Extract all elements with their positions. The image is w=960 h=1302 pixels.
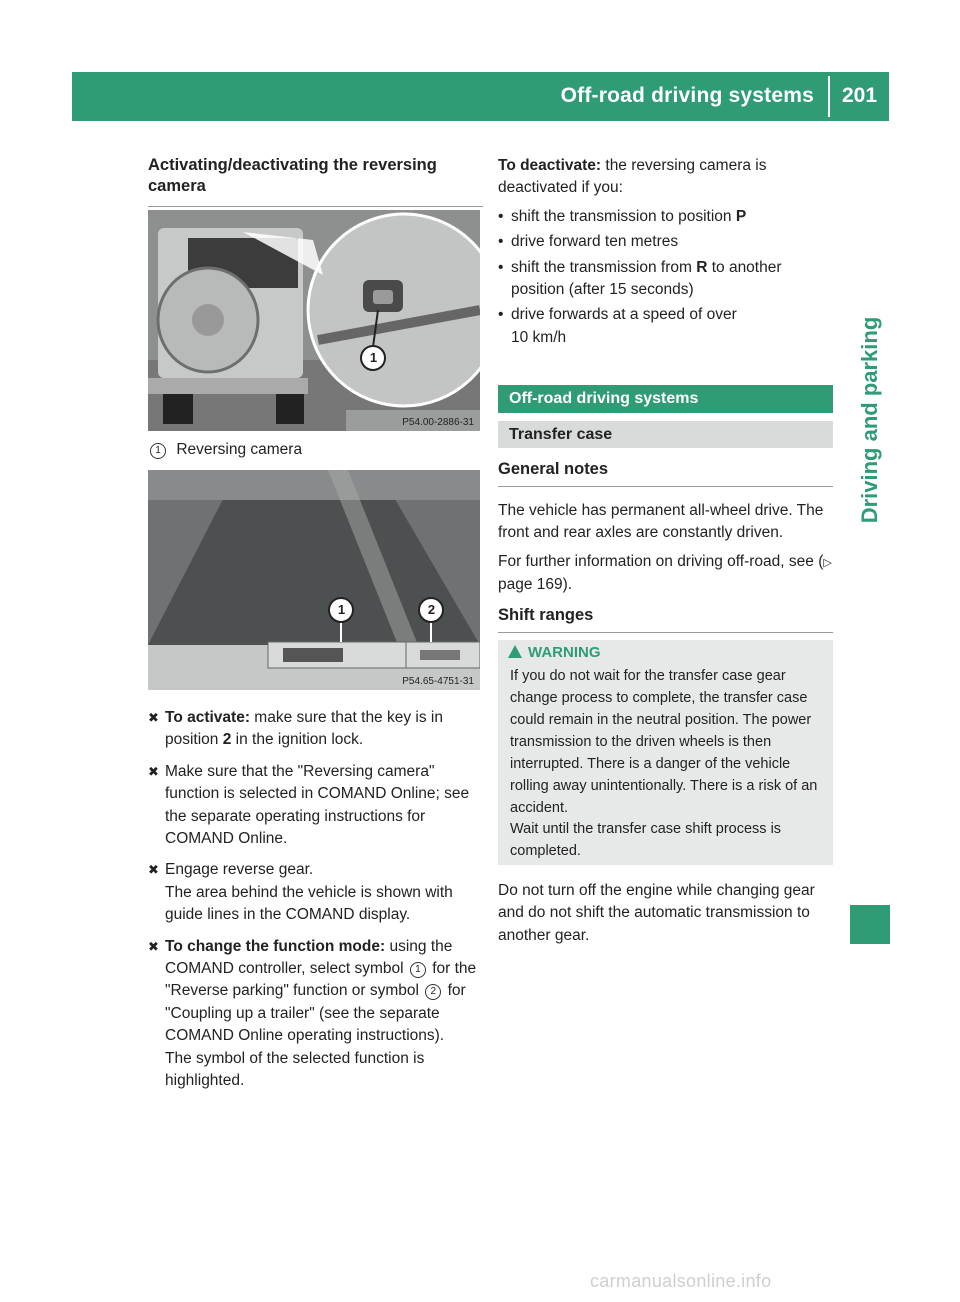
- symbol-2: 2: [425, 984, 441, 1000]
- page-title: Off-road driving systems: [560, 84, 814, 107]
- callout-number: 1: [150, 443, 166, 459]
- step-label: To change the function mode:: [165, 937, 386, 955]
- step-activate: [148, 707, 483, 752]
- warning-header: [508, 642, 601, 664]
- chapter-marker: [850, 905, 890, 944]
- figure-reversing-camera: [148, 210, 480, 431]
- figure-camera-display: [148, 470, 480, 690]
- section-band-transfer-case: Transfer case: [498, 421, 833, 448]
- heading-rule: [498, 486, 833, 487]
- general-notes-p2: [498, 551, 833, 597]
- section-heading-camera: Activating/deactivating the reversing camera: [148, 156, 437, 195]
- list-item: • shift the transmission from R to another position (after 15 seconds): [498, 258, 782, 299]
- chapter-tab-label: Driving and parking: [857, 316, 882, 524]
- step-label: To activate:: [165, 709, 250, 726]
- step-arrow-icon: ✖: [148, 862, 159, 878]
- list-item-text: shift the transmission to position: [511, 207, 736, 225]
- step-arrow-icon: ✖: [148, 763, 159, 779]
- general-notes-section: [498, 459, 833, 597]
- step-change-mode: [148, 936, 483, 1093]
- vehicle-illustration: [148, 210, 480, 431]
- figure-code: P54.65-4751-31: [402, 676, 474, 687]
- camera-display-illustration: [148, 470, 480, 690]
- list-item-text: drive forwards at a speed of over: [511, 306, 737, 324]
- callout-1: 1: [369, 350, 378, 365]
- warning-instruction: Wait until the transfer case shift process is completed.: [510, 821, 782, 859]
- gear-position: R: [696, 258, 708, 276]
- heading-rule: [498, 632, 833, 633]
- list-item: • shift the transmission to position P: [498, 207, 747, 225]
- step-text: Make sure that the "Reversing camera" function is selected in COMAND Online; see the separate operating instructions for COMAND Online.: [165, 762, 470, 848]
- heading-rule: [148, 206, 483, 207]
- shift-ranges-heading: Shift ranges: [498, 606, 594, 624]
- list-item-text: to another position (after 15 seconds): [511, 258, 782, 299]
- list-item: • drive forward ten metres: [498, 233, 679, 251]
- step-text: The area behind the vehicle is shown with guide lines in the COMAND display.: [165, 883, 453, 924]
- list-item-text: 10 km/h: [511, 328, 567, 346]
- shift-ranges-section: [498, 605, 833, 633]
- section-band-offroad: Off-road driving systems: [498, 385, 833, 413]
- chapter-tab: [850, 250, 890, 590]
- general-notes-heading: General notes: [498, 460, 609, 478]
- deactivate-list: [498, 206, 833, 349]
- step-text: in the ignition lock.: [231, 731, 364, 749]
- figure-caption: [148, 439, 483, 461]
- right-column: [498, 155, 833, 349]
- activation-steps: [148, 707, 483, 1093]
- step-arrow-icon: ✖: [148, 710, 159, 725]
- step-text: make sure that the key is in position: [165, 709, 443, 749]
- warning-triangle-icon: [508, 645, 522, 658]
- step-arrow-icon: ✖: [148, 938, 159, 954]
- deactivate-label: To deactivate:: [498, 157, 602, 174]
- deactivate-text: the reversing camera is deactivated if you:: [498, 157, 767, 197]
- page-number: 201: [842, 84, 878, 107]
- step-text: using the COMAND controller, select symbol: [165, 937, 453, 978]
- final-paragraph: Do not turn off the engine while changing gear and do not shift the automatic transmission to another gear.: [498, 882, 815, 944]
- para-text: For further information on driving off-road, see (: [498, 552, 824, 570]
- step-text: for "Coupling up a trailer" (see the separate COMAND Online operating instructions).: [165, 982, 466, 1045]
- warning-title: WARNING: [528, 644, 601, 661]
- header-divider: [828, 76, 830, 117]
- final-note: [498, 880, 833, 947]
- step-engage-reverse: [148, 859, 483, 926]
- left-column: [148, 155, 483, 207]
- gear-position: P: [735, 207, 747, 225]
- warning-text: If you do not wait for the transfer case gear change process to complete, the transfer case could remain in the neutral position. The power transmission to the driven wheels is then interrupted. There is a danger of the vehicle rolling away unintentionally. There is a risk of an accident.: [510, 668, 818, 816]
- figure-code: P54.00-2886-31: [402, 417, 474, 428]
- page-ref[interactable]: page 169).: [498, 576, 573, 594]
- watermark: carmanualsonline.info: [590, 1271, 772, 1291]
- list-item: • drive forwards at a speed of over 10 km/h: [498, 306, 737, 346]
- deactivate-intro: [498, 155, 833, 200]
- step-text: Engage reverse gear.: [165, 861, 314, 879]
- page-ref-arrow-icon: ▷: [823, 556, 832, 569]
- key-position: 2: [222, 731, 232, 749]
- callout-2: 2: [427, 602, 436, 617]
- caption-text: Reversing camera: [176, 441, 303, 458]
- step-text: for the "Reverse parking" function or symbol: [165, 960, 477, 1000]
- list-item-text: shift the transmission from: [511, 258, 697, 276]
- warning-box: [498, 640, 833, 865]
- callout-1: 1: [337, 602, 346, 617]
- symbol-1: 1: [410, 962, 426, 978]
- list-item-text: drive forward ten metres: [511, 233, 679, 251]
- step-select-function: [148, 761, 483, 851]
- general-notes-p1: The vehicle has permanent all-wheel drive. The front and rear axles are constantly driven.: [498, 502, 824, 542]
- step-text: The symbol of the selected function is highlighted.: [165, 1049, 425, 1090]
